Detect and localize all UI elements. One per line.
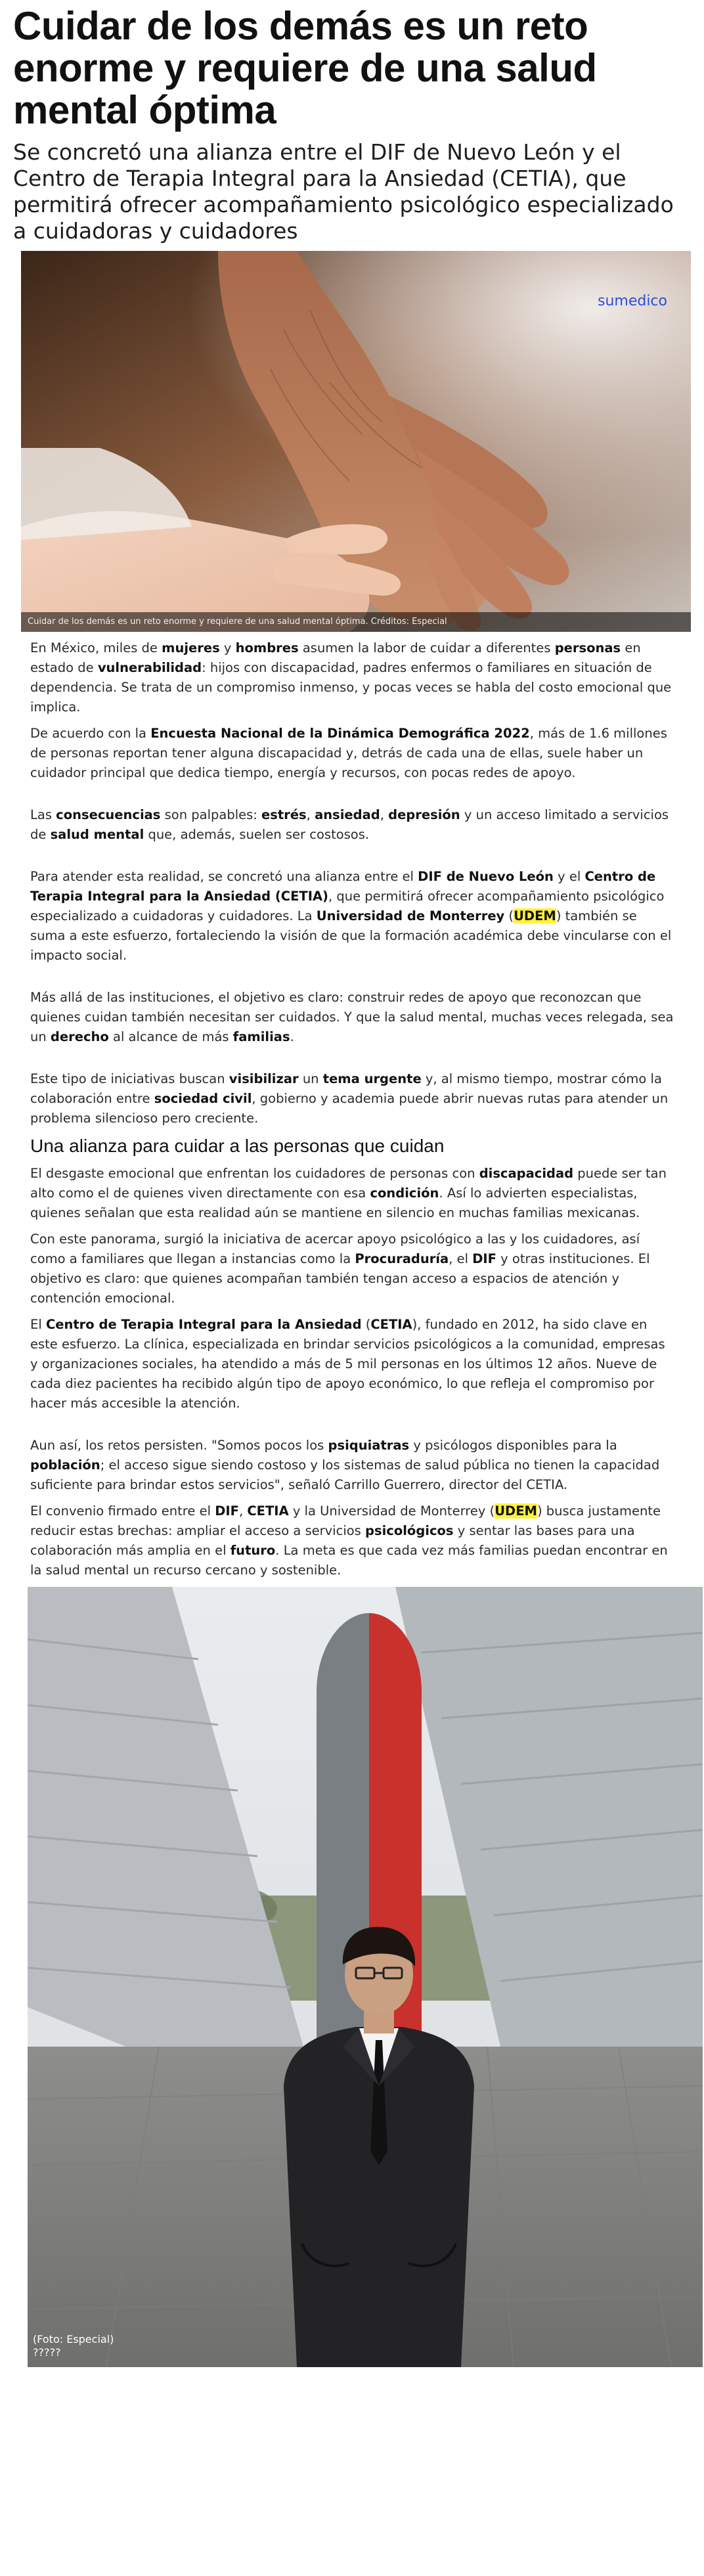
article-body: [0, 632, 674, 1580]
portrait-photo: [28, 1587, 703, 2367]
paragraph-4: Para atender esta realidad, se concretó una alianza entre el DIF de Nuevo León y el Centro de Terapia Integral para la Ansiedad (CETIA), que permitirá ofrecer acompañamiento psicológico especializado a cuidadoras y cuidadores. La Universidad de Monterrey (UDEM) también se suma a este esfuerzo, fortaleciendo la visión de que la formación académica debe vincularse con el impacto social.: [30, 869, 672, 963]
hero-caption: Cuidar de los demás es un reto enorme y requiere de una salud mental óptima. Créditos: Especial: [21, 612, 691, 632]
paragraph-6: Este tipo de iniciativas buscan visibilizar un tema urgente y, al mismo tiempo, mostrar cómo la colaboración entre sociedad civil, gobierno y academia puede abrir nuevas rutas para atender un problema silencioso pero creciente.: [30, 1071, 669, 1126]
headline: Cuidar de los demás es un reto enorme y requiere de una salud mental óptima: [13, 4, 597, 132]
paragraph-3: Las consecuencias son palpables: estrés, ansiedad, depresión y un acceso limitado a servicios de salud mental que, además, suelen ser costosos.: [30, 807, 669, 842]
photo-caption-credit: (Foto: Especial): [33, 2333, 114, 2345]
paragraph-9: El Centro de Terapia Integral para la Ansiedad (CETIA), fundado en 2012, ha sido clave en este esfuerzo. La clínica, especializada en brindar servicios psicológicos a la comunidad, empresas y organizaciones sociales, ha atendido a más de 5 mil personas en los últimos 12 años. Nueve de cada diez pacientes ha recibido algún tipo de apoyo económico, lo que refleja el compromiso por hacer más accesible la atención.: [30, 1317, 665, 1411]
photo-caption: [33, 2333, 114, 2359]
paragraph-1: En México, miles de mujeres y hombres asumen la labor de cuidar a diferentes personas en estado de vulnerabilidad: hijos con discapacidad, padres enfermos o familiares en situación de dependencia. Se trata de un compromiso inmenso, y pocas veces se habla del costo emocional que implica.: [30, 640, 672, 715]
paragraph-11: El convenio firmado entre el DIF, CETIA y la Universidad de Monterrey (UDEM) busca justamente reducir estas brechas: ampliar el acceso a servicios psicológicos y sentar las bases para una colaboración más amplia en el futuro. La meta es que cada vez más familias puedan encontrar en la salud mental un recurso cercano y sostenible.: [30, 1503, 668, 1578]
paragraph-2: De acuerdo con la Encuesta Nacional de la Dinámica Demográfica 2022, más de 1.6 millones de personas reportan tener alguna discapacidad y, detrás de cada una de ellas, suele haber un cuidador principal que dedica tiempo, energía y recursos, con pocas redes de apoyo.: [30, 726, 667, 780]
udem-highlight: UDEM: [495, 1503, 537, 1519]
paragraph-8: Con este panorama, surgió la iniciativa de acercar apoyo psicológico a las y los cuidadores, así como a familiares que llegan a instancias como la Procuraduría, el DIF y otras instituciones. El objetivo es claro: que quienes acompañan también tengan acceso a espacios de atención y contención emocional.: [30, 1232, 650, 1306]
hero-image: [21, 251, 691, 632]
photo-caption-extra: ?????: [33, 2346, 61, 2359]
paragraph-7: El desgaste emocional que enfrentan los cuidadores de personas con discapacidad puede ser tan alto como el de quienes viven directamente con esa condición. Así lo advierten especialistas, quienes señalan que esta realidad aún se mantiene en silencio en muchas familias mexicanas.: [30, 1166, 667, 1220]
section-title: Una alianza para cuidar a las personas que cuidan: [30, 1136, 445, 1156]
udem-highlight: UDEM: [514, 908, 556, 923]
hands-photo-illustration: [21, 251, 691, 632]
sumedico-logo: sumedico: [597, 293, 667, 309]
paragraph-10: Aun así, los retos persisten. "Somos pocos los psiquiatras y psicólogos disponibles para la población; el acceso sigue siendo costoso y los sistemas de salud pública no tienen la capacidad suficiente para brindar estos servicios", señaló Carrillo Guerrero, director del CETIA.: [30, 1438, 660, 1492]
man-in-suit-illustration: [28, 1587, 703, 2367]
subheadline: Se concretó una alianza entre el DIF de Nuevo León y el Centro de Terapia Integral para la Ansiedad (CETIA), que permitirá ofrecer acompañamiento psicológico especializado a cuidadoras y cuidadores: [13, 139, 674, 244]
paragraph-5: Más allá de las instituciones, el objetivo es claro: construir redes de apoyo que reconozcan que quienes cuidan también necesitan ser cuidados. Y que la salud mental, muchas veces relegada, sea un derecho al alcance de más familias.: [30, 990, 674, 1044]
